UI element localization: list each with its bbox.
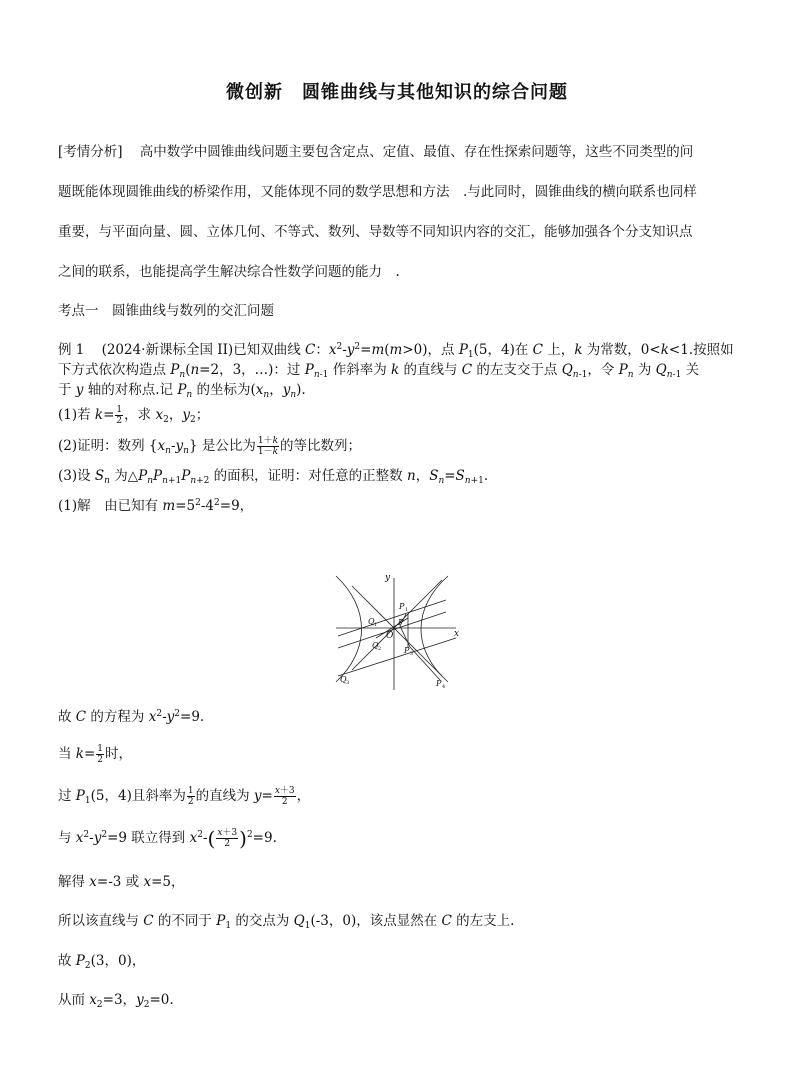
label-p4-sub: 4 — [442, 684, 446, 690]
solution-line-6: 解得 x=-3 或 x=5， — [58, 874, 185, 890]
label-q1: Q — [368, 617, 375, 626]
hyperbola-right-branch — [421, 576, 448, 682]
label-y: y — [385, 573, 391, 583]
solution-line-8: 故 $P_2(3$，0)， — [58, 953, 146, 971]
solution-line-4: 过 $P_1(5$，4)且斜率为 $\frac{1}{2}$ 的直线为 y= $\frac{x+3}{2}$ ， — [58, 786, 311, 807]
intro-text-1: 高中数学中圆锥曲线问题主要包含定点、定值、最值、存在性探索问题等，这些不同类型的问 — [139, 144, 694, 160]
solution-line-5: 与 $x^2-y^2=9$ 联立得到 $x^2-$( $\frac{x+3}{2}$ )$^2$=9. — [58, 826, 277, 851]
solution-line-3: 当 k= $\frac{1}{2}$ 时， — [58, 744, 133, 765]
section-heading: 考点一 圆锥曲线与数列的交汇问题 — [58, 303, 274, 319]
hyperbola-figure — [330, 568, 466, 694]
question-2: (2)证明：数列 $\{x_n-y_n\}$ 是公比为 $\frac{1+k}{1-k}$ 的等比数列； — [58, 436, 362, 457]
intro-line-4: 之间的联系，也能提高学生解决综合性数学问题的能力 . — [58, 264, 400, 280]
intro-line-1 — [58, 142, 738, 162]
question-3: (3)设 $S_n$ 为$\triangle P_nP_{n+1}P_{n+2}$ 的面积，证明：对任意的正整数 n，$S_n=S_{n+1}$. — [58, 468, 489, 486]
label-p3-sub: 3 — [410, 651, 414, 657]
label-p1-sub: 1 — [405, 607, 409, 613]
page-title: 微创新 圆锥曲线与其他知识的综合问题 — [226, 82, 568, 103]
label-q3-sub: 3 — [346, 680, 350, 686]
intro-line-3: 重要，与平面向量、圆、立体几何、不等式、数列、导数等不同知识内容的交汇，能够加强各个分支知识点 — [58, 224, 693, 240]
line-p3-q3 — [338, 638, 456, 676]
label-x: x — [454, 629, 460, 639]
example-line-1: 例 1 (2024·新课标全国 II)已知双曲线 C：$x^2-y^2=m(m>0)$，点 $P_1(5$，4)在 C 上，k 为常数，0<k<1.按照如 — [58, 342, 734, 360]
example-line-2: 下方式依次构造点 $P_n(n=2$，3，…)：过 $P_{n-1}$ 作斜率为 k 的直线与 C 的左支交于点 $Q_{n-1}$，令 $P_n$ 为 $Q_{n-1}$ 关 — [58, 362, 700, 380]
solution-line-9: 从而 $x_2=3$，$y_2=0$. — [58, 992, 174, 1010]
label-q3: Q — [340, 675, 347, 684]
solution-start: (1)解 由已知有 $m=5^2-4^2=9$， — [58, 498, 254, 514]
label-o: O — [386, 631, 394, 641]
label-q2: Q — [372, 641, 379, 650]
solution-line-2: 故 C 的方程为 $x^2-y^2=9$. — [58, 709, 205, 725]
example-label: 例 1 — [58, 342, 85, 358]
label-p: P — [398, 618, 404, 627]
label-q2-sub: 2 — [378, 646, 382, 652]
example-source: (2024·新课标全国 II) — [101, 342, 234, 358]
label-q1-sub: 1 — [374, 622, 378, 628]
line-p2-q2 — [338, 612, 446, 648]
intro-line-2: 题既能体现圆锥曲线的桥梁作用，又能体现不同的数学思想和方法 .与此同时，圆锥曲线的横向联系也同样 — [58, 184, 697, 200]
label-p1: P — [399, 602, 405, 611]
label-p3: P — [404, 646, 410, 655]
example-line-3: 于 y 轴的对称点.记 $P_n$ 的坐标为($x_n$，$y_n$). — [58, 382, 306, 400]
label-p4: P — [436, 679, 442, 688]
question-1: (1)若 k= $\frac{1}{2}$ ，求 $x_2$，$y_2$； — [58, 405, 210, 426]
intro-tag: [考情分析] — [58, 144, 123, 160]
solution-line-7: 所以该直线与 C 的不同于 $P_1$ 的交点为 $Q_1(-3$，0)，该点显然在 C 的左支上. — [58, 913, 515, 931]
